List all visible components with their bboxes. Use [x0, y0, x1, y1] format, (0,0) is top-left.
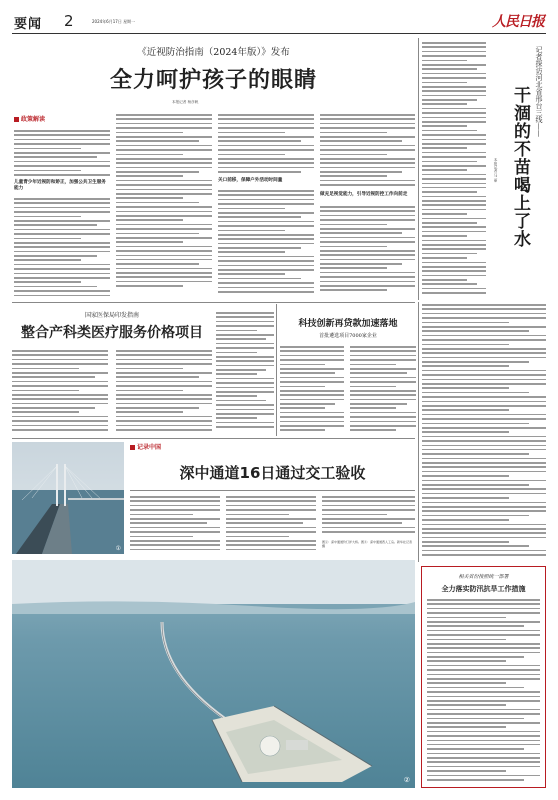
body-text [218, 190, 314, 296]
article-subhead: 做充足视觉能力，引导近视防控工作向前走 [320, 192, 408, 197]
body-text [322, 496, 415, 538]
body-text [422, 304, 546, 558]
photo-marker: ② [403, 776, 410, 784]
side-headline: 干涸的不苗喝上了水 [510, 86, 530, 248]
newspaper-logo: 人民日报 [492, 14, 544, 30]
side-article [422, 38, 546, 300]
article-subhead: 儿童青少年近视防和矫正，加强公共卫生服务能力 [14, 180, 106, 191]
column-divider [276, 304, 277, 436]
credit-headline: 科技创新再贷款加速落地 [298, 319, 398, 329]
section-divider [12, 438, 415, 439]
feature-label: 记录中国 [130, 442, 161, 451]
article-byline: 本报记者 杨彦帆 [172, 100, 199, 104]
body-text [130, 496, 220, 554]
photo-marker: ① [115, 545, 121, 552]
side-column-label: 记者探访河北省邢台三线—— [535, 46, 543, 137]
body-text [320, 206, 415, 296]
flood-box [421, 566, 546, 788]
policy-label: 政策解读 [14, 114, 45, 123]
body-text [422, 42, 486, 298]
body-text [14, 198, 110, 298]
price-article [12, 306, 212, 436]
body-text [218, 114, 314, 176]
photo-caption: 图①：深中通道伶仃洋大桥。图②：深中通道西人工岛。新华社记者 摄 [322, 540, 413, 548]
box-headline: 全力落实防汛抗旱工作措施 [441, 585, 526, 593]
box-kicker: 相关省份按照统一部署 [458, 574, 509, 580]
side-byline: 本报记者 马 丽 [494, 158, 498, 182]
section-name: 要闻 [14, 17, 43, 32]
article-headline: 全力呵护孩子的眼睛 [109, 68, 317, 93]
masthead-rule [12, 33, 546, 34]
body-text [320, 114, 415, 190]
body-text [216, 312, 274, 436]
body-text [226, 496, 316, 554]
body-text [12, 350, 108, 436]
column-divider [418, 38, 419, 300]
column-divider [418, 302, 419, 562]
island-photo [12, 560, 415, 788]
page-number: 2 [64, 12, 74, 30]
credit-subheadline: 首批遴选项目7000家企业 [319, 333, 377, 339]
body-text [116, 350, 212, 436]
article-kicker: 《近视防治指南（2024年版）》发布 [137, 47, 290, 58]
rule [130, 490, 415, 491]
section-divider [12, 302, 415, 303]
body-text [116, 114, 212, 294]
masthead [12, 10, 546, 32]
body-text [14, 130, 110, 180]
bridge-photo [12, 442, 124, 554]
article-subhead: 关口前移，保障户外活动时间量 [218, 178, 283, 183]
credit-article [280, 306, 416, 436]
main-article [12, 38, 415, 298]
price-kicker: 国家医保局印发指南 [84, 312, 139, 319]
body-text [350, 346, 416, 436]
feature-headline: 深中通道16日通过交工验收 [179, 464, 366, 482]
date-line: 2024年6月17日 星期一 [92, 19, 136, 24]
body-text [280, 346, 344, 436]
price-headline: 整合产科类医疗服务价格项目 [21, 325, 203, 341]
body-text [427, 599, 540, 785]
